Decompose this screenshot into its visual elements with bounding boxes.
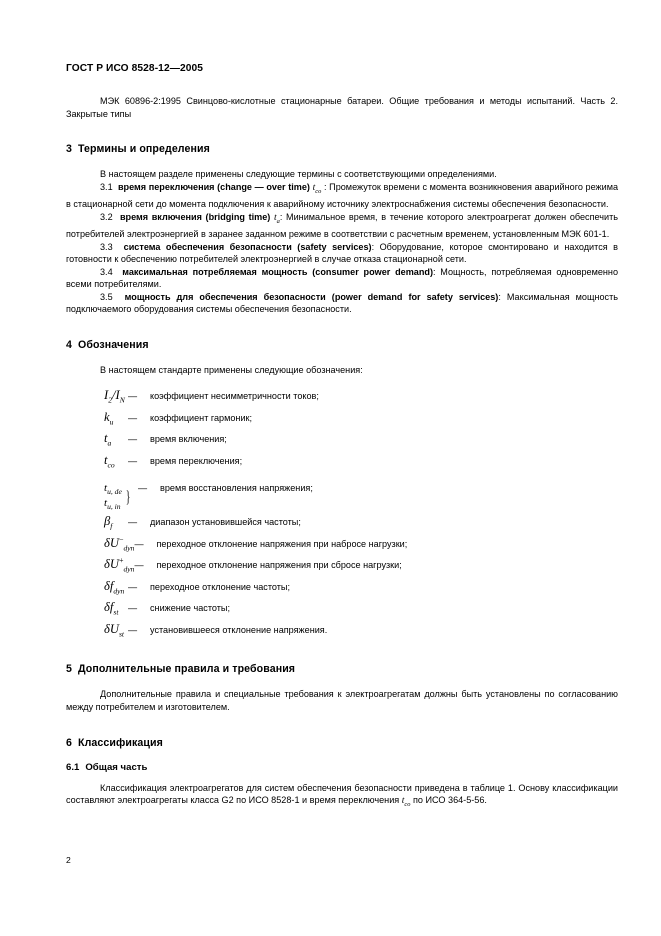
heading-section-4-number: 4 <box>66 338 72 351</box>
symbol-glyph: $t_a$ <box>104 431 112 448</box>
spacer <box>66 316 618 339</box>
spacer <box>66 120 618 143</box>
symbol-row <box>66 407 618 429</box>
section-6-1-paragraph <box>66 782 618 812</box>
em-dash: — <box>128 455 138 466</box>
intro-paragraph: МЭК 60896-2:1995 Свинцово-кислотные стационарные батареи. Общие требования и методы испытаний. Часть 2. Закрытые типы <box>66 96 618 119</box>
term-name-ru: время переключения <box>117 181 215 192</box>
spacer <box>66 675 618 688</box>
symbol-row <box>66 450 618 472</box>
heading-section-6-1-title: Общая часть <box>85 761 148 773</box>
symbol-glyph: $\delta f_{dyn}$ <box>104 578 125 596</box>
term-name-en: (power demand for safety services) <box>331 291 499 302</box>
heading-section-3-title: Термины и определения <box>78 143 210 156</box>
heading-section-4-title: Обозначения <box>78 338 149 351</box>
term-3-2 <box>66 211 618 241</box>
symbol-glyph-paired <box>66 481 138 511</box>
term-symbol: $t_a$ <box>273 211 280 225</box>
symbol-description: установившееся отклонение напряжения. <box>150 624 328 635</box>
term-number: 3.2 <box>100 211 113 222</box>
heading-section-6-title: Классификация <box>78 736 163 749</box>
spacer <box>66 773 618 782</box>
heading-section-5 <box>66 663 618 675</box>
heading-section-3-number: 3 <box>66 143 72 156</box>
term-number: 3.5 <box>100 291 113 302</box>
symbol-description: коэффициент несимметричности токов; <box>150 391 319 402</box>
term-definition: : Мощность, потребляемая одновременно всеми потребителями. <box>66 266 619 290</box>
paragraph-text-part-1: Классификация электроагрегатов для систем обеспечения безопасности приведена в таблице 1. Основу классификации составляют электроагрегаты класса G2 по ИСО 8528-1 и время переключения <box>66 782 618 806</box>
term-3-3 <box>66 241 618 266</box>
heading-section-3 <box>66 143 618 155</box>
em-dash: — <box>134 560 144 571</box>
symbol-description: диапазон установившейся частоты; <box>150 517 301 528</box>
symbol-row-paired <box>66 471 618 511</box>
term-definition: : Промежуток времени с момента возникновения аварийного режима в стационарной сети до момента подключения к аварийному источнику электроснабжения системы обеспечения безопасности. <box>66 181 619 210</box>
term-name-ru: мощность для обеспечения безопасности <box>124 291 326 302</box>
symbol-description: время восстановления напряжения; <box>160 483 313 494</box>
term-name-en: (bridging time) <box>205 211 271 222</box>
em-dash: — <box>128 517 138 528</box>
curly-brace-icon: } <box>125 486 131 506</box>
heading-section-5-number: 5 <box>66 663 72 676</box>
term-3-4 <box>66 266 618 291</box>
term-name-ru: система обеспечения безопасности <box>123 241 292 252</box>
spacer <box>66 714 618 737</box>
symbol-description: коэффициент гармоник; <box>150 412 253 423</box>
symbol-row <box>66 533 618 555</box>
term-number: 3.1 <box>100 181 113 192</box>
term-name-en: (safety services) <box>297 241 372 252</box>
symbol-description: переходное отклонение напряжения при сбросе нагрузки; <box>156 560 402 571</box>
symbol-row <box>66 385 618 407</box>
term-name-ru: максимальная потребляемая мощность <box>122 266 308 277</box>
symbol-glyph: $\beta_f$ <box>104 514 113 531</box>
symbol-line-1: $t_{u, de}$ <box>104 482 122 497</box>
symbol-description: снижение частоты; <box>150 603 230 614</box>
symbol-row <box>66 597 618 619</box>
symbol-glyph: $I_2/I_N$ <box>104 388 125 405</box>
symbol-glyph: $\delta f_{st}$ <box>104 600 119 617</box>
section-3-lead: В настоящем разделе применены следующие термины с соответствующими определениями. <box>100 169 497 180</box>
symbol-line-2: $t_{u, in}$ <box>104 497 121 512</box>
spacer <box>66 351 618 364</box>
term-definition: : Минимальное время, в течение которого электроагрегат должен обеспечить потребителей электроэнергией в заранее заданном режиме в соответствии с расчетным временем, установленным МЭК 601-1. <box>66 211 618 240</box>
running-head: ГОСТ Р ИСО 8528-12—2005 <box>66 63 204 74</box>
em-dash: — <box>128 624 138 635</box>
term-definition: : Максимальная мощность подключаемого оборудования системы обеспечения безопасности. <box>66 291 618 315</box>
spacer <box>66 376 618 385</box>
symbol-glyph: $\delta U^+_{dyn}$ <box>104 556 135 574</box>
paragraph-text-part-2: по ИСО 364-5-56. <box>410 795 487 806</box>
symbol-row <box>66 428 618 450</box>
em-dash: — <box>138 483 148 494</box>
heading-section-6 <box>66 737 618 749</box>
page-number: 2 <box>66 855 71 865</box>
term-3-5 <box>66 291 618 316</box>
symbol-row <box>66 619 618 641</box>
term-name-en: (change — over time) <box>217 181 310 192</box>
term-number: 3.3 <box>100 241 113 252</box>
spacer <box>66 640 618 663</box>
em-dash: — <box>134 538 144 549</box>
symbol-description: переходное отклонение частоты; <box>150 581 290 592</box>
symbol-row <box>66 511 618 533</box>
em-dash: — <box>128 412 138 423</box>
term-3-1 <box>66 181 618 211</box>
spacer <box>66 749 618 762</box>
symbol-glyph: $t_{co}$ <box>104 452 115 470</box>
symbol-row <box>66 554 618 576</box>
heading-section-6-number: 6 <box>66 736 72 749</box>
term-name-ru: время включения <box>119 211 202 222</box>
symbol-glyph: $\delta U^-_{dyn}$ <box>104 534 135 553</box>
symbol-description: переходное отклонение напряжения при набросе нагрузки; <box>156 538 408 549</box>
em-dash: — <box>128 391 138 402</box>
symbol-description: время переключения; <box>150 455 243 466</box>
heading-section-6-1 <box>66 762 618 773</box>
em-dash: — <box>128 581 138 592</box>
section-5-paragraph: Дополнительные правила и специальные требования к электроагрегатам должны быть установлены по согласованию между потребителем и изготовителем. <box>66 689 618 713</box>
inline-symbol: $t_{co}$ <box>401 795 411 809</box>
heading-section-6-1-number: 6.1 <box>66 761 80 773</box>
term-definition: : Оборудование, которое смонтировано и находится в готовности к обеспечению потребителей электроэнергией в случае отказа стационарной сети. <box>66 241 618 265</box>
term-number: 3.4 <box>100 266 113 277</box>
heading-section-5-title: Дополнительные правила и требования <box>78 663 296 676</box>
spacer <box>66 155 618 168</box>
symbol-list <box>66 385 618 640</box>
page-content <box>66 62 618 812</box>
em-dash: — <box>128 434 138 445</box>
term-name-en: (consumer power demand) <box>312 266 433 277</box>
em-dash: — <box>128 603 138 614</box>
symbol-glyph: $k_u$ <box>104 409 114 427</box>
symbol-row <box>66 576 618 598</box>
symbol-description: время включения; <box>150 434 227 445</box>
term-symbol: $t_{co}$ <box>312 181 322 195</box>
symbol-glyph: $\delta U_{st}$ <box>104 621 125 639</box>
section-4-lead: В настоящем стандарте применены следующие обозначения: <box>100 364 363 375</box>
heading-section-4 <box>66 339 618 351</box>
